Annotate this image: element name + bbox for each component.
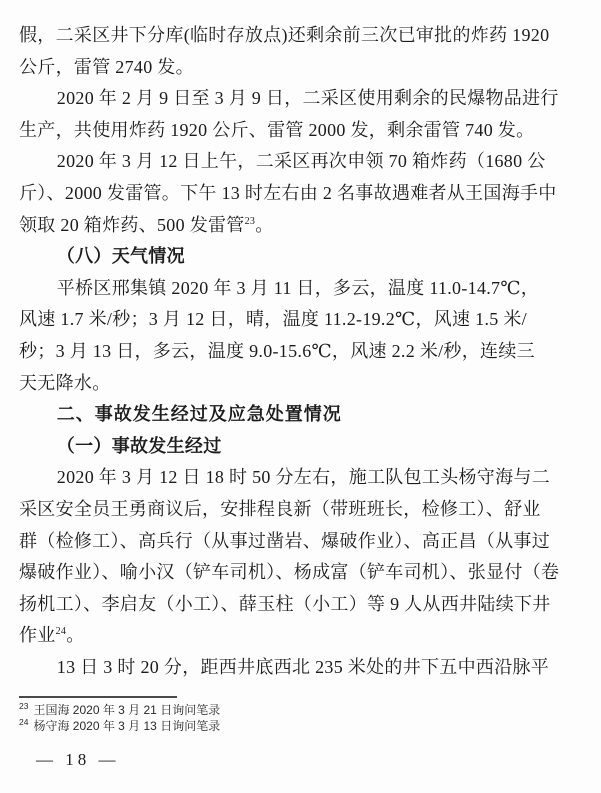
chapter-heading-accident-course: 二、事故发生经过及应急处置情况 bbox=[56, 404, 342, 425]
text-line: 生产，共使用炸药 1920 公斤、雷管 2000 发，剩余雷管 740 发。 bbox=[19, 119, 535, 140]
footnote-marker-23: 23 bbox=[19, 701, 29, 712]
text-segment: 领取 20 箱炸药、500 发雷管 bbox=[19, 214, 245, 235]
text-line: 风速 1.7 米/秒；3 月 12 日，晴，温度 11.2-19.2℃，风速 1.5 米/ bbox=[19, 309, 527, 330]
footnote-area bbox=[0, 696, 601, 734]
text-line: 斤）、2000 发雷管。下午 13 时左右由 2 名事故遇难者从王国海手中 bbox=[19, 182, 557, 203]
text-line: 群（检修工）、高兵行（从事过凿岩、爆破作业）、高正昌（从事过 bbox=[19, 530, 550, 551]
text-line-with-footnote-ref bbox=[19, 620, 531, 652]
text-line: 2020 年 2 月 9 日至 3 月 9 日，二采区使用剩余的民爆物品进行 bbox=[56, 88, 559, 109]
footnote-24 bbox=[19, 716, 601, 735]
text-line: 秒；3 月 13 日，多云，温度 9.0-15.6℃，风速 2.2 米/秒，连续三 bbox=[19, 340, 535, 361]
footnote-text: 王国海 2020 年 3 月 21 日询问笔录 bbox=[33, 703, 221, 718]
footnote-marker-24: 24 bbox=[19, 716, 29, 727]
text-line: 2020 年 3 月 12 日上午，二采区再次申领 70 箱炸药（1680 公 bbox=[56, 151, 546, 172]
text-line: 爆破作业）、喻小汉（铲车司机）、杨成富（铲车司机）、张显付（卷 bbox=[19, 562, 560, 583]
section-heading-accident-course: （一）事故发生经过 bbox=[56, 435, 222, 456]
text-line: 平桥区邢集镇 2020 年 3 月 11 日，多云，温度 11.0-14.7℃， bbox=[56, 277, 540, 298]
text-line: 假，二采区井下分库(临时存放点)还剩余前三次已审批的炸药 1920 bbox=[19, 25, 550, 45]
section-heading-weather: （八）天气情况 bbox=[56, 246, 185, 267]
footnote-separator-rule bbox=[19, 696, 177, 698]
text-line-with-footnote-ref bbox=[19, 210, 531, 242]
text-line: 扬机工）、李启友（小工）、薛玉柱（小工）等 9 人从西井陆续下井 bbox=[19, 593, 551, 614]
text-line: 采区安全员王勇商议后，安排程良新（带班班长，检修工）、舒业 bbox=[19, 498, 541, 519]
text-segment: 。 bbox=[66, 625, 85, 646]
text-line: 天无降水。 bbox=[19, 372, 111, 393]
footnote-ref-23: 23 bbox=[244, 215, 256, 227]
text-segment: 作业 bbox=[19, 625, 56, 646]
text-line: 公斤，雷管 2740 发。 bbox=[19, 56, 194, 77]
page-number: — 18 — bbox=[36, 750, 120, 770]
text-segment: 。 bbox=[255, 214, 274, 235]
text-line: 13 日 3 时 20 分，距西井底西北 235 米处的井下五中西沿脉平 bbox=[56, 656, 550, 677]
footnote-text: 杨守海 2020 年 3 月 13 日询问笔录 bbox=[33, 718, 221, 733]
footnote-ref-24: 24 bbox=[55, 626, 67, 638]
text-line: 2020 年 3 月 12 日 18 时 50 分左右，施工队包工头杨守海与二 bbox=[56, 467, 550, 488]
footnote-23 bbox=[19, 703, 601, 719]
